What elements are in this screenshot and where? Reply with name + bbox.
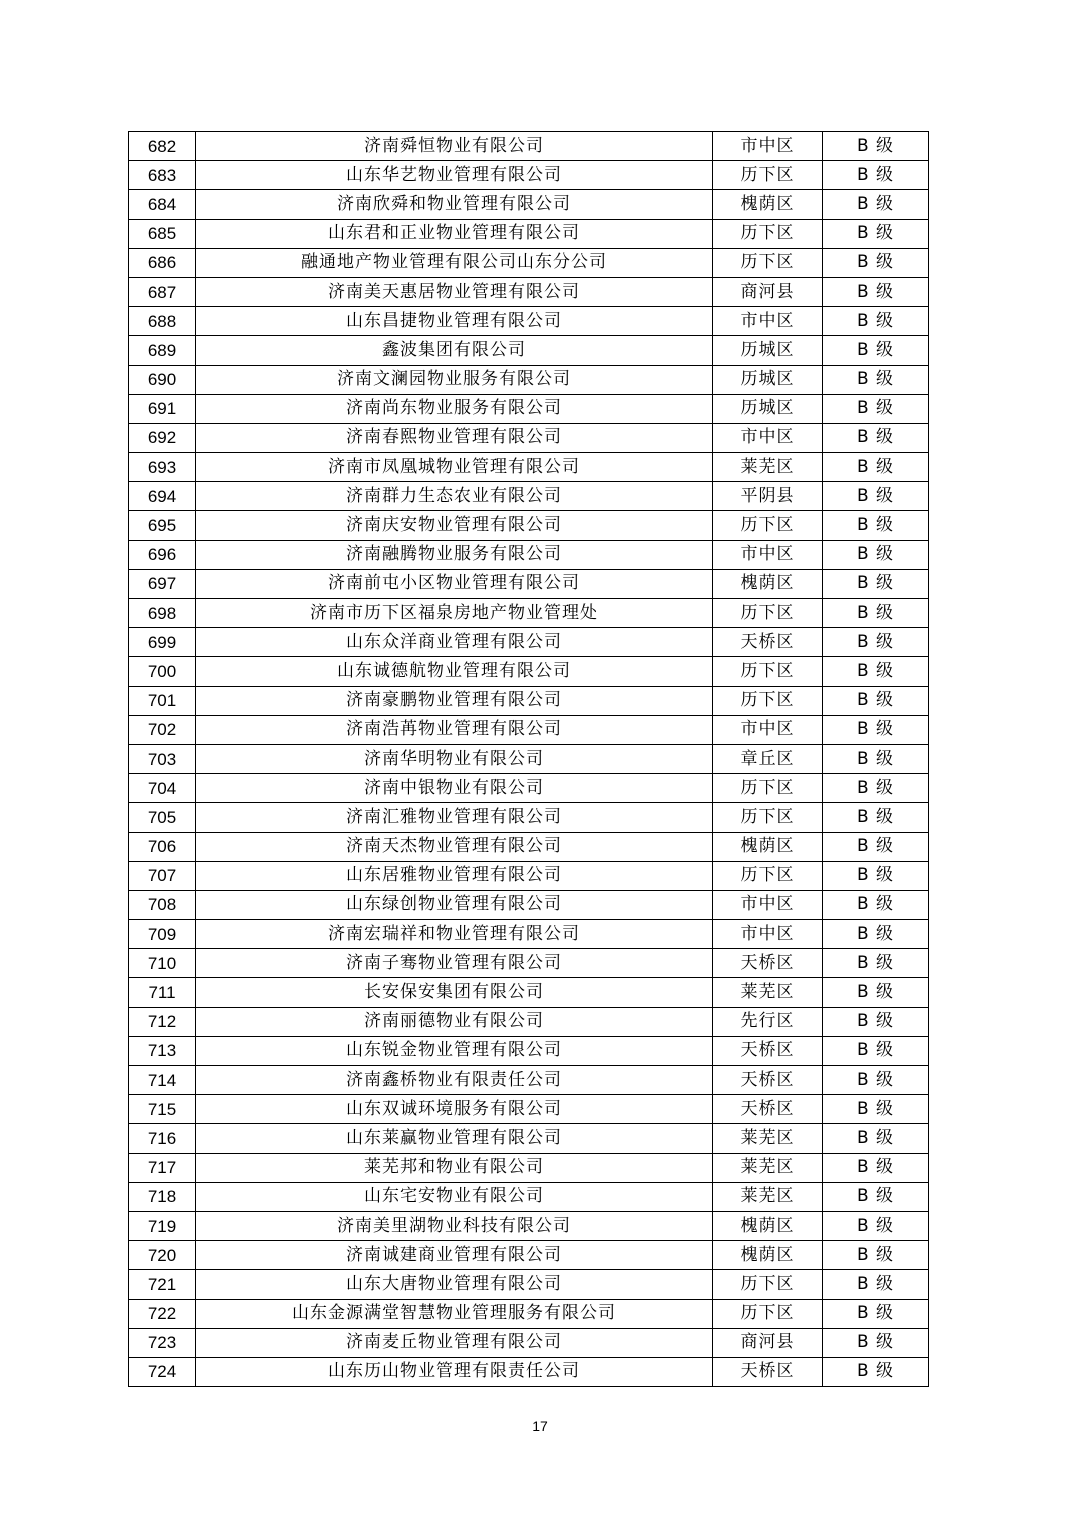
grade-cell: B 级: [823, 394, 929, 423]
row-number-cell: 715: [129, 1095, 196, 1124]
table-row: [129, 1211, 929, 1240]
company-name-cell: 长安保安集团有限公司: [196, 978, 713, 1007]
company-name-cell: 济南春熙物业管理有限公司: [196, 423, 713, 452]
row-number-cell: 712: [129, 1007, 196, 1036]
grade-cell: B 级: [823, 686, 929, 715]
grade-cell: B 级: [823, 861, 929, 890]
row-number-cell: 687: [129, 277, 196, 306]
district-cell: 历下区: [713, 686, 823, 715]
company-name-cell: 济南天杰物业管理有限公司: [196, 832, 713, 861]
grade-cell: B 级: [823, 774, 929, 803]
table-row: [129, 920, 929, 949]
company-name-cell: 山东众洋商业管理有限公司: [196, 628, 713, 657]
company-name-cell: 山东双诚环境服务有限公司: [196, 1095, 713, 1124]
district-cell: 莱芜区: [713, 1124, 823, 1153]
grade-cell: B 级: [823, 1124, 929, 1153]
table-row: [129, 686, 929, 715]
company-name-cell: 济南市凤凰城物业管理有限公司: [196, 453, 713, 482]
grade-cell: B 级: [823, 132, 929, 161]
table-row: [129, 1153, 929, 1182]
grade-cell: B 级: [823, 219, 929, 248]
row-number-cell: 697: [129, 569, 196, 598]
row-number-cell: 690: [129, 365, 196, 394]
district-cell: 历下区: [713, 657, 823, 686]
company-name-cell: 济南美天惠居物业管理有限公司: [196, 277, 713, 306]
company-name-cell: 济南豪鹏物业管理有限公司: [196, 686, 713, 715]
grade-cell: B 级: [823, 744, 929, 773]
row-number-cell: 686: [129, 248, 196, 277]
company-name-cell: 济南浩苒物业管理有限公司: [196, 715, 713, 744]
table-body: [129, 132, 929, 1387]
table-row: [129, 453, 929, 482]
row-number-cell: 719: [129, 1211, 196, 1240]
table-row: [129, 1007, 929, 1036]
grade-cell: B 级: [823, 1036, 929, 1065]
row-number-cell: 717: [129, 1153, 196, 1182]
table-row: [129, 277, 929, 306]
company-name-cell: 济南宏瑞祥和物业管理有限公司: [196, 920, 713, 949]
district-cell: 市中区: [713, 132, 823, 161]
company-name-cell: 山东君和正业物业管理有限公司: [196, 219, 713, 248]
company-name-cell: 莱芜邦和物业有限公司: [196, 1153, 713, 1182]
company-name-cell: 山东金源满堂智慧物业管理服务有限公司: [196, 1299, 713, 1328]
grade-cell: B 级: [823, 569, 929, 598]
district-cell: 历城区: [713, 336, 823, 365]
table-row: [129, 861, 929, 890]
district-cell: 槐荫区: [713, 569, 823, 598]
company-name-cell: 济南华明物业有限公司: [196, 744, 713, 773]
company-name-cell: 济南汇雅物业管理有限公司: [196, 803, 713, 832]
company-name-cell: 济南美里湖物业科技有限公司: [196, 1211, 713, 1240]
company-name-cell: 济南诚建商业管理有限公司: [196, 1241, 713, 1270]
district-cell: 市中区: [713, 715, 823, 744]
table-row: [129, 248, 929, 277]
row-number-cell: 707: [129, 861, 196, 890]
row-number-cell: 700: [129, 657, 196, 686]
company-name-cell: 鑫波集团有限公司: [196, 336, 713, 365]
company-name-cell: 山东华艺物业管理有限公司: [196, 161, 713, 190]
grade-cell: B 级: [823, 1066, 929, 1095]
district-cell: 市中区: [713, 890, 823, 919]
table-row: [129, 1328, 929, 1357]
district-cell: 天桥区: [713, 1095, 823, 1124]
district-cell: 莱芜区: [713, 1182, 823, 1211]
district-cell: 章丘区: [713, 744, 823, 773]
company-name-cell: 山东诚德航物业管理有限公司: [196, 657, 713, 686]
company-name-cell: 济南舜恒物业有限公司: [196, 132, 713, 161]
grade-cell: B 级: [823, 1299, 929, 1328]
district-cell: 天桥区: [713, 1357, 823, 1386]
district-cell: 历下区: [713, 248, 823, 277]
grade-cell: B 级: [823, 161, 929, 190]
company-name-cell: 山东昌捷物业管理有限公司: [196, 307, 713, 336]
company-name-cell: 山东莱赢物业管理有限公司: [196, 1124, 713, 1153]
table-row: [129, 161, 929, 190]
table-row: [129, 1036, 929, 1065]
row-number-cell: 682: [129, 132, 196, 161]
table-row: [129, 1095, 929, 1124]
district-cell: 历下区: [713, 599, 823, 628]
company-name-cell: 济南文澜园物业服务有限公司: [196, 365, 713, 394]
row-number-cell: 710: [129, 949, 196, 978]
table-row: [129, 482, 929, 511]
grade-cell: B 级: [823, 715, 929, 744]
company-name-cell: 济南前屯小区物业管理有限公司: [196, 569, 713, 598]
company-name-cell: 山东大唐物业管理有限公司: [196, 1270, 713, 1299]
district-cell: 历下区: [713, 219, 823, 248]
row-number-cell: 685: [129, 219, 196, 248]
table-row: [129, 336, 929, 365]
row-number-cell: 705: [129, 803, 196, 832]
company-name-cell: 济南市历下区福泉房地产物业管理处: [196, 599, 713, 628]
row-number-cell: 709: [129, 920, 196, 949]
table-row: [129, 715, 929, 744]
grade-cell: B 级: [823, 190, 929, 219]
table-row: [129, 1270, 929, 1299]
row-number-cell: 722: [129, 1299, 196, 1328]
row-number-cell: 684: [129, 190, 196, 219]
table-row: [129, 1182, 929, 1211]
district-cell: 历城区: [713, 394, 823, 423]
row-number-cell: 696: [129, 540, 196, 569]
table-row: [129, 1124, 929, 1153]
row-number-cell: 724: [129, 1357, 196, 1386]
row-number-cell: 711: [129, 978, 196, 1007]
district-cell: 先行区: [713, 1007, 823, 1036]
table-row: [129, 132, 929, 161]
row-number-cell: 689: [129, 336, 196, 365]
row-number-cell: 708: [129, 890, 196, 919]
grade-cell: B 级: [823, 1182, 929, 1211]
district-cell: 天桥区: [713, 628, 823, 657]
table-row: [129, 1241, 929, 1270]
grade-cell: B 级: [823, 511, 929, 540]
grade-cell: B 级: [823, 978, 929, 1007]
grade-cell: B 级: [823, 540, 929, 569]
company-name-cell: 济南麦丘物业管理有限公司: [196, 1328, 713, 1357]
row-number-cell: 713: [129, 1036, 196, 1065]
district-cell: 莱芜区: [713, 1153, 823, 1182]
row-number-cell: 714: [129, 1066, 196, 1095]
district-cell: 天桥区: [713, 1036, 823, 1065]
row-number-cell: 702: [129, 715, 196, 744]
grade-cell: B 级: [823, 1357, 929, 1386]
table-row: [129, 628, 929, 657]
company-name-cell: 济南欣舜和物业管理有限公司: [196, 190, 713, 219]
company-name-cell: 济南子骞物业管理有限公司: [196, 949, 713, 978]
grade-cell: B 级: [823, 307, 929, 336]
grade-cell: B 级: [823, 920, 929, 949]
table-row: [129, 1299, 929, 1328]
table-row: [129, 774, 929, 803]
row-number-cell: 692: [129, 423, 196, 452]
district-cell: 天桥区: [713, 1066, 823, 1095]
row-number-cell: 720: [129, 1241, 196, 1270]
district-cell: 历城区: [713, 365, 823, 394]
grade-cell: B 级: [823, 949, 929, 978]
row-number-cell: 699: [129, 628, 196, 657]
row-number-cell: 703: [129, 744, 196, 773]
table-row: [129, 511, 929, 540]
grade-cell: B 级: [823, 248, 929, 277]
row-number-cell: 701: [129, 686, 196, 715]
company-name-cell: 山东绿创物业管理有限公司: [196, 890, 713, 919]
company-name-cell: 融通地产物业管理有限公司山东分公司: [196, 248, 713, 277]
district-cell: 槐荫区: [713, 1211, 823, 1240]
table-row: [129, 394, 929, 423]
row-number-cell: 723: [129, 1328, 196, 1357]
district-cell: 槐荫区: [713, 190, 823, 219]
table-row: [129, 832, 929, 861]
row-number-cell: 721: [129, 1270, 196, 1299]
grade-cell: B 级: [823, 1270, 929, 1299]
district-cell: 历下区: [713, 774, 823, 803]
grade-cell: B 级: [823, 336, 929, 365]
row-number-cell: 694: [129, 482, 196, 511]
company-name-cell: 山东居雅物业管理有限公司: [196, 861, 713, 890]
table-row: [129, 890, 929, 919]
table-row: [129, 744, 929, 773]
table-row: [129, 540, 929, 569]
district-cell: 历下区: [713, 1299, 823, 1328]
row-number-cell: 693: [129, 453, 196, 482]
table-row: [129, 423, 929, 452]
district-cell: 历下区: [713, 161, 823, 190]
district-cell: 市中区: [713, 307, 823, 336]
grade-cell: B 级: [823, 277, 929, 306]
grade-cell: B 级: [823, 1328, 929, 1357]
grade-cell: B 级: [823, 423, 929, 452]
row-number-cell: 698: [129, 599, 196, 628]
grade-cell: B 级: [823, 832, 929, 861]
table-row: [129, 657, 929, 686]
table-row: [129, 803, 929, 832]
district-cell: 历下区: [713, 803, 823, 832]
row-number-cell: 716: [129, 1124, 196, 1153]
district-cell: 平阴县: [713, 482, 823, 511]
grade-cell: B 级: [823, 890, 929, 919]
grade-cell: B 级: [823, 482, 929, 511]
company-name-cell: 济南尚东物业服务有限公司: [196, 394, 713, 423]
company-name-cell: 济南中银物业有限公司: [196, 774, 713, 803]
table-row: [129, 307, 929, 336]
grade-cell: B 级: [823, 365, 929, 394]
grade-cell: B 级: [823, 599, 929, 628]
table-row: [129, 569, 929, 598]
row-number-cell: 706: [129, 832, 196, 861]
row-number-cell: 691: [129, 394, 196, 423]
company-name-cell: 济南群力生态农业有限公司: [196, 482, 713, 511]
row-number-cell: 683: [129, 161, 196, 190]
district-cell: 市中区: [713, 423, 823, 452]
company-name-cell: 济南庆安物业管理有限公司: [196, 511, 713, 540]
district-cell: 市中区: [713, 540, 823, 569]
grade-cell: B 级: [823, 1007, 929, 1036]
company-name-cell: 济南丽德物业有限公司: [196, 1007, 713, 1036]
grade-cell: B 级: [823, 1153, 929, 1182]
district-cell: 莱芜区: [713, 453, 823, 482]
company-rating-table: [128, 131, 929, 1387]
grade-cell: B 级: [823, 453, 929, 482]
grade-cell: B 级: [823, 657, 929, 686]
district-cell: 槐荫区: [713, 1241, 823, 1270]
district-cell: 商河县: [713, 277, 823, 306]
table-row: [129, 365, 929, 394]
district-cell: 莱芜区: [713, 978, 823, 1007]
company-name-cell: 山东历山物业管理有限责任公司: [196, 1357, 713, 1386]
district-cell: 市中区: [713, 920, 823, 949]
grade-cell: B 级: [823, 803, 929, 832]
grade-cell: B 级: [823, 628, 929, 657]
row-number-cell: 704: [129, 774, 196, 803]
row-number-cell: 695: [129, 511, 196, 540]
district-cell: 历下区: [713, 511, 823, 540]
page-number: 17: [532, 1418, 548, 1434]
table-row: [129, 949, 929, 978]
table-row: [129, 978, 929, 1007]
table-row: [129, 1357, 929, 1386]
grade-cell: B 级: [823, 1241, 929, 1270]
district-cell: 商河县: [713, 1328, 823, 1357]
table-row: [129, 599, 929, 628]
table-row: [129, 190, 929, 219]
company-name-cell: 济南鑫桥物业有限责任公司: [196, 1066, 713, 1095]
district-cell: 历下区: [713, 1270, 823, 1299]
grade-cell: B 级: [823, 1211, 929, 1240]
row-number-cell: 688: [129, 307, 196, 336]
company-name-cell: 济南融腾物业服务有限公司: [196, 540, 713, 569]
district-cell: 历下区: [713, 861, 823, 890]
grade-cell: B 级: [823, 1095, 929, 1124]
table-row: [129, 1066, 929, 1095]
row-number-cell: 718: [129, 1182, 196, 1211]
district-cell: 槐荫区: [713, 832, 823, 861]
company-name-cell: 山东宅安物业有限公司: [196, 1182, 713, 1211]
table-row: [129, 219, 929, 248]
district-cell: 天桥区: [713, 949, 823, 978]
company-name-cell: 山东锐金物业管理有限公司: [196, 1036, 713, 1065]
